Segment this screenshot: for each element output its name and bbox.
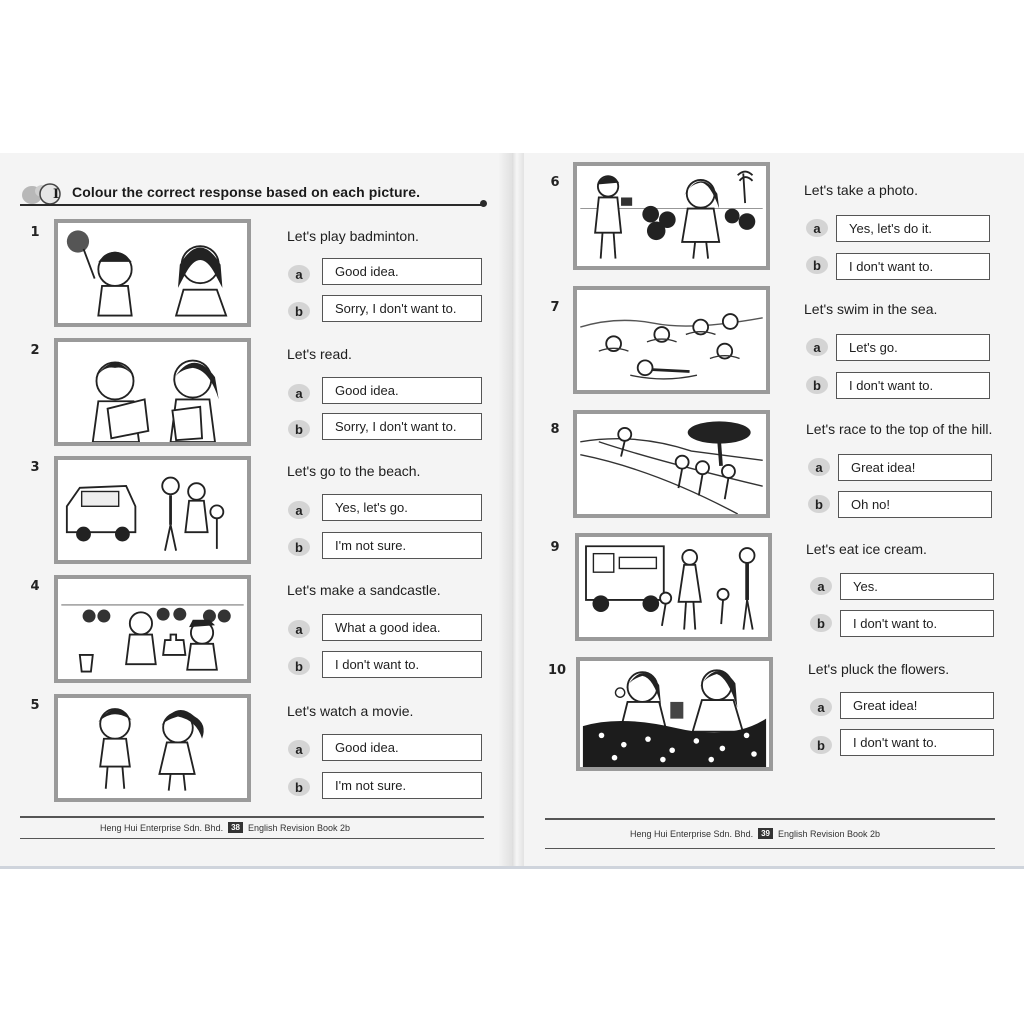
question-number: 6 xyxy=(542,173,568,191)
question-prompt: Let's go to the beach. xyxy=(287,463,421,479)
option-b-marker: b xyxy=(288,538,310,556)
option-a-marker: a xyxy=(288,740,310,758)
answer-option-b[interactable]: Sorry, I don't want to. xyxy=(322,413,482,440)
question-prompt: Let's read. xyxy=(287,346,352,362)
question-prompt: Let's swim in the sea. xyxy=(804,301,938,317)
page-footer-right xyxy=(630,828,880,839)
answer-option-a[interactable]: Yes, let's do it. xyxy=(836,215,990,242)
question-number: 2 xyxy=(22,341,48,359)
option-b-marker: b xyxy=(810,614,832,632)
page-bottom-edge xyxy=(0,866,1024,869)
answer-option-a[interactable]: Good idea. xyxy=(322,258,482,285)
section-rule xyxy=(20,204,484,206)
answer-option-a[interactable]: Let's go. xyxy=(836,334,990,361)
picture-hill-race xyxy=(573,410,770,518)
picture-beach-car xyxy=(54,456,251,564)
question-number: 8 xyxy=(542,420,568,438)
option-a-marker: a xyxy=(288,384,310,402)
answer-option-a[interactable]: Great idea! xyxy=(838,454,992,481)
question-number: 9 xyxy=(542,538,568,556)
question-number: 4 xyxy=(22,577,48,595)
question-prompt: Let's make a sandcastle. xyxy=(287,582,441,598)
option-a-marker: a xyxy=(288,620,310,638)
answer-option-a[interactable]: What a good idea. xyxy=(322,614,482,641)
picture-movie xyxy=(54,694,251,802)
answer-option-a[interactable]: Yes, let's go. xyxy=(322,494,482,521)
section-rule-dot xyxy=(480,200,487,207)
section-instruction: Colour the correct response based on each picture. xyxy=(72,184,421,200)
option-a-marker: a xyxy=(808,458,830,476)
picture-badminton xyxy=(54,219,251,327)
question-number: 5 xyxy=(22,696,48,714)
page-number: 39 xyxy=(758,828,773,839)
answer-option-b[interactable]: I don't want to. xyxy=(840,729,994,756)
question-prompt: Let's race to the top of the hill. xyxy=(806,421,993,437)
answer-option-a[interactable]: Good idea. xyxy=(322,734,482,761)
question-prompt: Let's pluck the flowers. xyxy=(808,661,950,677)
question-prompt: Let's take a photo. xyxy=(804,182,918,198)
option-b-marker: b xyxy=(288,302,310,320)
option-b-marker: b xyxy=(806,256,828,274)
option-a-marker: a xyxy=(810,698,832,716)
answer-option-a[interactable]: Great idea! xyxy=(840,692,994,719)
picture-sandcastle xyxy=(54,575,251,683)
question-number: 10 xyxy=(542,661,572,679)
option-a-marker: a xyxy=(810,577,832,595)
footer-book-title: English Revision Book 2b xyxy=(777,828,881,839)
option-b-marker: b xyxy=(808,495,830,513)
option-b-marker: b xyxy=(288,657,310,675)
picture-flowers xyxy=(576,657,773,771)
option-a-marker: a xyxy=(288,501,310,519)
option-a-marker: a xyxy=(806,219,828,237)
option-a-marker: a xyxy=(288,265,310,283)
footer-rule xyxy=(545,818,995,820)
question-prompt: Let's play badminton. xyxy=(287,228,419,244)
picture-ice-cream xyxy=(575,533,772,641)
picture-swimming xyxy=(573,286,770,394)
footer-publisher: Heng Hui Enterprise Sdn. Bhd. xyxy=(100,822,224,833)
answer-option-b[interactable]: Oh no! xyxy=(838,491,992,518)
question-prompt: Let's eat ice cream. xyxy=(806,541,927,557)
answer-option-b[interactable]: I don't want to. xyxy=(322,651,482,678)
footer-publisher: Heng Hui Enterprise Sdn. Bhd. xyxy=(630,828,754,839)
answer-option-a[interactable]: Good idea. xyxy=(322,377,482,404)
page-footer-left xyxy=(100,822,350,833)
option-a-marker: a xyxy=(806,338,828,356)
option-b-marker: b xyxy=(288,778,310,796)
footer-rule xyxy=(545,848,995,849)
answer-option-b[interactable]: Sorry, I don't want to. xyxy=(322,295,482,322)
option-b-marker: b xyxy=(288,420,310,438)
answer-option-b[interactable]: I don't want to. xyxy=(836,372,990,399)
question-number: 7 xyxy=(542,298,568,316)
answer-option-b[interactable]: I don't want to. xyxy=(840,610,994,637)
section-number: I xyxy=(52,186,60,202)
footer-rule xyxy=(20,816,484,818)
book-gutter xyxy=(512,153,524,869)
footer-rule xyxy=(20,838,484,839)
answer-option-b[interactable]: I'm not sure. xyxy=(322,532,482,559)
answer-option-a[interactable]: Yes. xyxy=(840,573,994,600)
question-number: 3 xyxy=(22,458,48,476)
footer-book-title: English Revision Book 2b xyxy=(247,822,351,833)
answer-option-b[interactable]: I don't want to. xyxy=(836,253,990,280)
answer-option-b[interactable]: I'm not sure. xyxy=(322,772,482,799)
page-number: 38 xyxy=(228,822,243,833)
option-b-marker: b xyxy=(810,736,832,754)
page-shadow xyxy=(498,153,512,869)
question-number: 1 xyxy=(22,223,48,241)
option-b-marker: b xyxy=(806,376,828,394)
picture-reading xyxy=(54,338,251,446)
picture-photo xyxy=(573,162,770,270)
question-prompt: Let's watch a movie. xyxy=(287,703,414,719)
